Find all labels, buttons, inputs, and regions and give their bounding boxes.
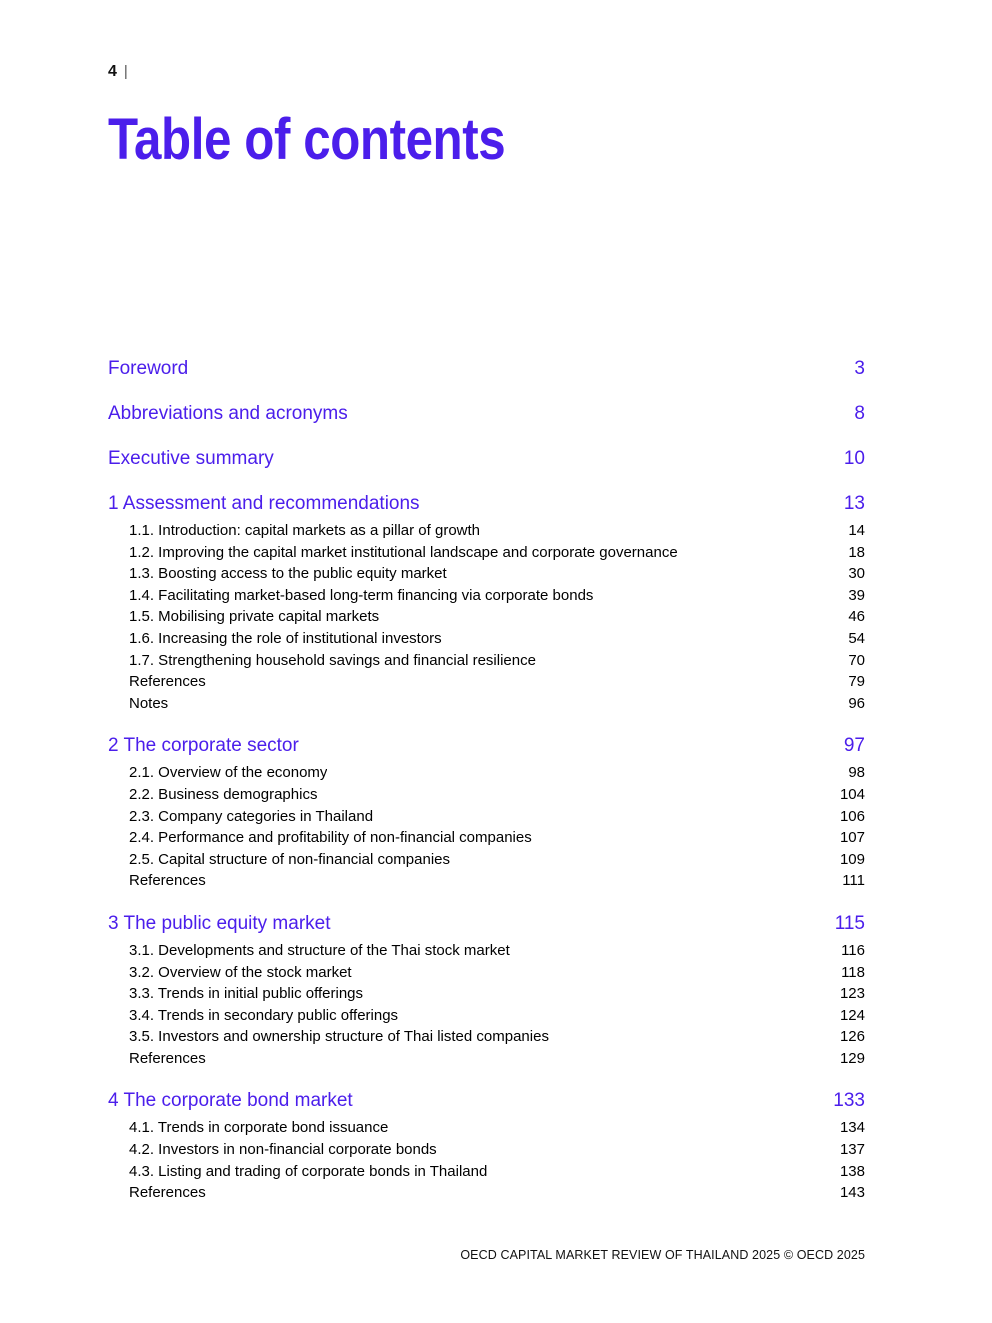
toc-item-link[interactable]	[108, 1139, 865, 1161]
toc-item-link[interactable]	[108, 1117, 865, 1139]
toc-entry-page: 13	[843, 493, 865, 514]
toc-section-link[interactable]	[108, 401, 865, 427]
toc-item-link[interactable]	[108, 870, 865, 892]
toc-section	[108, 401, 865, 427]
toc-entry-label: 3.1. Developments and structure of the Thai stock market	[129, 941, 510, 959]
toc-entry-page: 8	[854, 403, 865, 424]
toc-entry-label: 1.4. Facilitating market-based long-term financing via corporate bonds	[129, 586, 594, 604]
toc-item-link[interactable]	[108, 585, 865, 607]
toc-section	[108, 733, 865, 892]
toc-item-link[interactable]	[108, 671, 865, 693]
toc-entry-page: 137	[839, 1141, 865, 1159]
toc-entry-label: Abbreviations and acronyms	[108, 403, 348, 424]
toc-entry-page: 109	[839, 850, 865, 868]
toc-item-link[interactable]	[108, 628, 865, 650]
toc-section-items	[108, 1117, 865, 1203]
toc-entry-page: 104	[839, 785, 865, 803]
toc-entry-page: 138	[839, 1162, 865, 1180]
toc-section-link[interactable]	[108, 733, 865, 759]
toc-entry-page: 123	[839, 985, 865, 1003]
toc-section-items	[108, 940, 865, 1070]
toc-entry-page: 30	[848, 565, 865, 583]
toc-entry-page: 10	[843, 448, 865, 469]
toc-section	[108, 446, 865, 472]
toc-item-link[interactable]	[108, 1048, 865, 1070]
toc-item-link[interactable]	[108, 940, 865, 962]
toc-entry-page: 14	[848, 522, 865, 539]
page-header	[108, 0, 865, 82]
footer-text: OECD CAPITAL MARKET REVIEW OF THAILAND 2025 © OECD 2025	[460, 1248, 865, 1262]
toc-item-link[interactable]	[108, 1026, 865, 1048]
toc-entry-label: 3.4. Trends in secondary public offerings	[129, 1006, 399, 1024]
header-separator: |	[123, 63, 128, 80]
toc-item-link[interactable]	[108, 606, 865, 628]
toc-entry-label: References	[129, 872, 206, 890]
toc-entry-label: 1.2. Improving the capital market institutional landscape and corporate governance	[129, 543, 678, 561]
toc-entry-label: References	[129, 673, 206, 691]
toc-entry-page: 126	[839, 1028, 865, 1046]
toc-entry-page: 118	[841, 963, 865, 981]
table-of-contents	[108, 356, 865, 1204]
toc-item-link[interactable]	[108, 827, 865, 849]
toc-entry-label: Foreword	[108, 358, 189, 379]
toc-entry-label: Executive summary	[108, 448, 274, 469]
toc-entry-page: 111	[842, 872, 865, 890]
toc-entry-page: 70	[848, 651, 865, 669]
toc-entry-label: 1 Assessment and recommendations	[108, 493, 420, 514]
toc-entry-label: 1.1. Introduction: capital markets as a pillar of growth	[129, 522, 481, 539]
toc-section-link[interactable]	[108, 491, 865, 517]
toc-entry-label: 4 The corporate bond market	[108, 1090, 353, 1112]
page-footer	[460, 1248, 865, 1262]
toc-section	[108, 356, 865, 382]
toc-entry-page: 96	[848, 694, 865, 712]
toc-item-link[interactable]	[108, 983, 865, 1005]
toc-entry-page: 134	[839, 1119, 865, 1137]
toc-entry-page: 46	[848, 608, 865, 626]
toc-entry-page: 107	[839, 829, 865, 847]
toc-entry-page: 3	[854, 358, 865, 379]
toc-section-link[interactable]	[108, 1088, 865, 1114]
toc-entry-label: 3.5. Investors and ownership structure of Thai listed companies	[129, 1028, 549, 1046]
page-number: 4	[108, 63, 117, 80]
toc-entry-label: 2.4. Performance and profitability of non-financial companies	[129, 829, 532, 847]
toc-section-items	[108, 520, 865, 714]
toc-section-link[interactable]	[108, 446, 865, 472]
toc-entry-label: 1.5. Mobilising private capital markets	[129, 608, 380, 626]
toc-entry-label: 4.3. Listing and trading of corporate bonds in Thailand	[129, 1162, 488, 1180]
toc-entry-page: 18	[848, 543, 865, 561]
toc-item-link[interactable]	[108, 563, 865, 585]
toc-section	[108, 911, 865, 1070]
toc-entry-label: 2 The corporate sector	[108, 735, 299, 757]
toc-entry-page: 54	[848, 629, 865, 647]
toc-section-link[interactable]	[108, 356, 865, 382]
toc-entry-label: 1.3. Boosting access to the public equity market	[129, 565, 447, 583]
toc-entry-label: 2.1. Overview of the economy	[129, 764, 328, 782]
toc-entry-label: 4.1. Trends in corporate bond issuance	[129, 1119, 389, 1137]
toc-item-link[interactable]	[108, 1161, 865, 1183]
toc-section	[108, 1088, 865, 1203]
toc-entry-page: 133	[833, 1090, 865, 1112]
toc-entry-label: Notes	[129, 694, 169, 712]
page-title: Table of contents	[108, 107, 506, 172]
toc-item-link[interactable]	[108, 784, 865, 806]
toc-entry-label: 4.2. Investors in non-financial corporate bonds	[129, 1141, 437, 1159]
toc-entry-page: 98	[848, 764, 865, 782]
toc-item-link[interactable]	[108, 1005, 865, 1027]
toc-entry-label: 3.2. Overview of the stock market	[129, 963, 352, 981]
toc-item-link[interactable]	[108, 962, 865, 984]
toc-item-link[interactable]	[108, 849, 865, 871]
toc-entry-label: 2.5. Capital structure of non-financial companies	[129, 850, 451, 868]
toc-entry-page: 124	[839, 1006, 865, 1024]
toc-entry-page: 97	[843, 735, 865, 757]
toc-entry-page: 129	[839, 1049, 865, 1067]
toc-item-link[interactable]	[108, 520, 865, 542]
toc-entry-label: References	[129, 1049, 206, 1067]
toc-entry-label: 2.2. Business demographics	[129, 785, 318, 803]
toc-entry-page: 116	[841, 941, 865, 959]
toc-entry-page: 39	[848, 586, 865, 604]
toc-entry-page: 79	[848, 673, 865, 691]
toc-entry-label: 1.7. Strengthening household savings and financial resilience	[129, 651, 536, 669]
toc-item-link[interactable]	[108, 1182, 865, 1204]
toc-entry-page: 106	[839, 807, 865, 825]
toc-item-link[interactable]	[108, 693, 865, 715]
toc-item-link[interactable]	[108, 650, 865, 672]
toc-entry-page: 115	[834, 912, 865, 934]
toc-entry-page: 143	[839, 1184, 865, 1202]
toc-entry-label: 3 The public equity market	[108, 912, 331, 934]
toc-item-link[interactable]	[108, 806, 865, 828]
toc-item-link[interactable]	[108, 542, 865, 564]
toc-section-items	[108, 762, 865, 892]
toc-entry-label: 2.3. Company categories in Thailand	[129, 807, 374, 825]
toc-entry-label: References	[129, 1184, 206, 1202]
toc-section-link[interactable]	[108, 911, 865, 937]
toc-section	[108, 491, 865, 714]
toc-entry-label: 1.6. Increasing the role of institutional investors	[129, 629, 442, 647]
toc-item-link[interactable]	[108, 762, 865, 784]
toc-entry-label: 3.3. Trends in initial public offerings	[129, 985, 364, 1003]
